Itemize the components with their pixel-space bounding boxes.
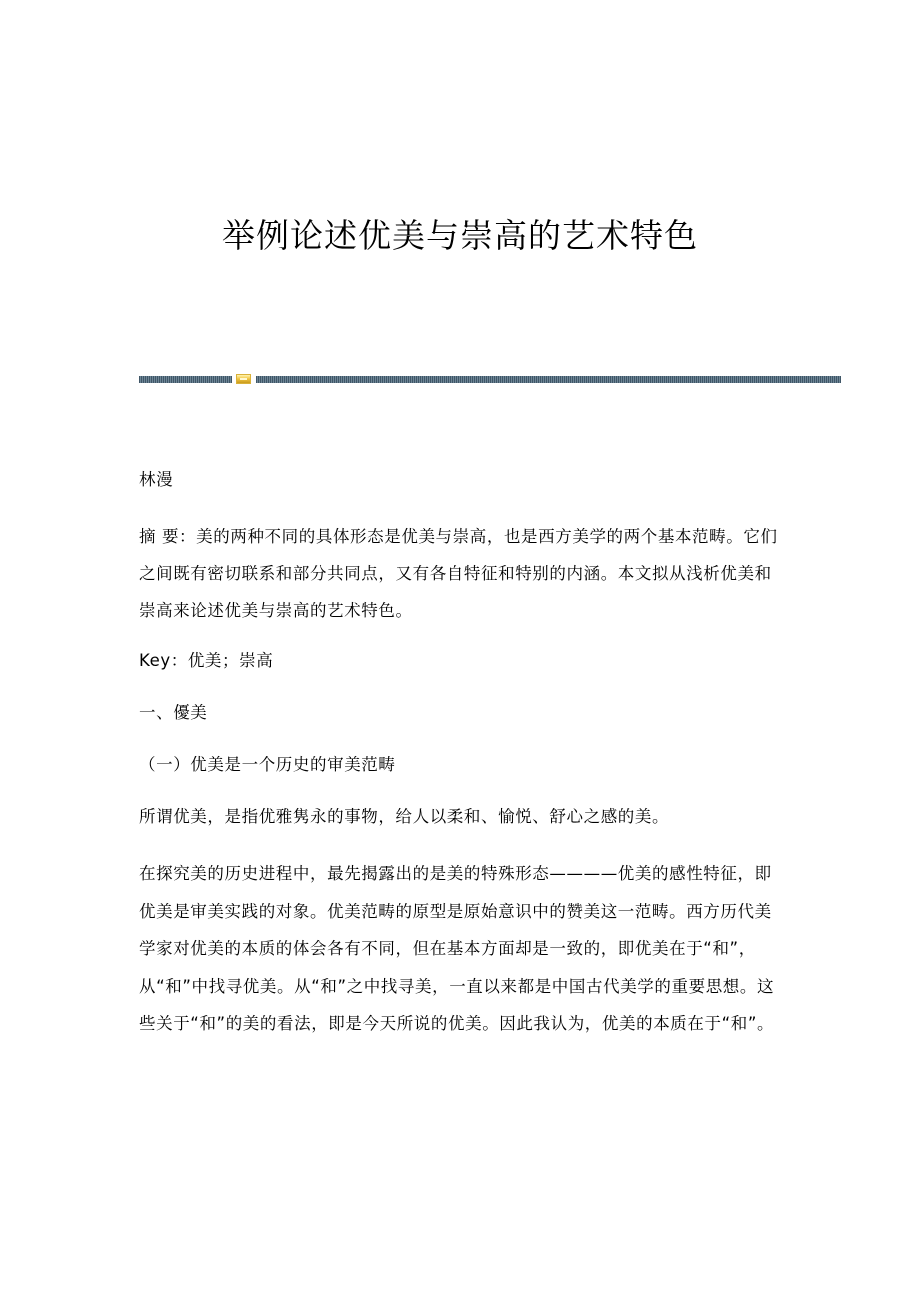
author-name: 林漫 bbox=[139, 470, 174, 489]
divider-ornament-icon bbox=[236, 374, 251, 384]
decorative-divider bbox=[139, 374, 841, 384]
abstract-paragraph: 摘 要：美的两种不同的具体形态是优美与崇高，也是西方美学的两个基本范畴。它们之间既有密切联系和部分共同点，又有各自特征和特别的内涵。本文拟从浅析优美和崇高来论述优美与崇高的艺术特色。 bbox=[139, 527, 778, 620]
section-heading: 一、優美 bbox=[139, 703, 208, 722]
document-title: 举例论述优美与崇高的艺术特色 bbox=[222, 216, 698, 255]
body-paragraph: 所谓优美，是指优雅隽永的事物，给人以柔和、愉悦、舒心之感的美。 bbox=[139, 807, 670, 826]
keywords-line: Key：优美；崇高 bbox=[139, 651, 274, 670]
divider-bar-left bbox=[139, 376, 232, 383]
body-paragraph: 在探究美的历史进程中，最先揭露出的是美的特殊形态————优美的感性特征，即优美是审美实践的对象。优美范畴的原型是原始意识中的赞美这一范畴。西方历代美学家对优美的本质的体会各有不同，但在基本方面却是一致的，即优美在于“和”，从“和”中找寻优美。从“和”之中找寻美，一直以来都是中国古代美学的重要思想。这些关于“和”的美的看法，即是今天所说的优美。因此我认为，优美的本质在于“和”。 bbox=[139, 864, 775, 1033]
subsection-heading: （一）优美是一个历史的审美范畴 bbox=[139, 755, 396, 774]
divider-bar-right bbox=[256, 376, 841, 383]
document-body bbox=[139, 466, 779, 1043]
